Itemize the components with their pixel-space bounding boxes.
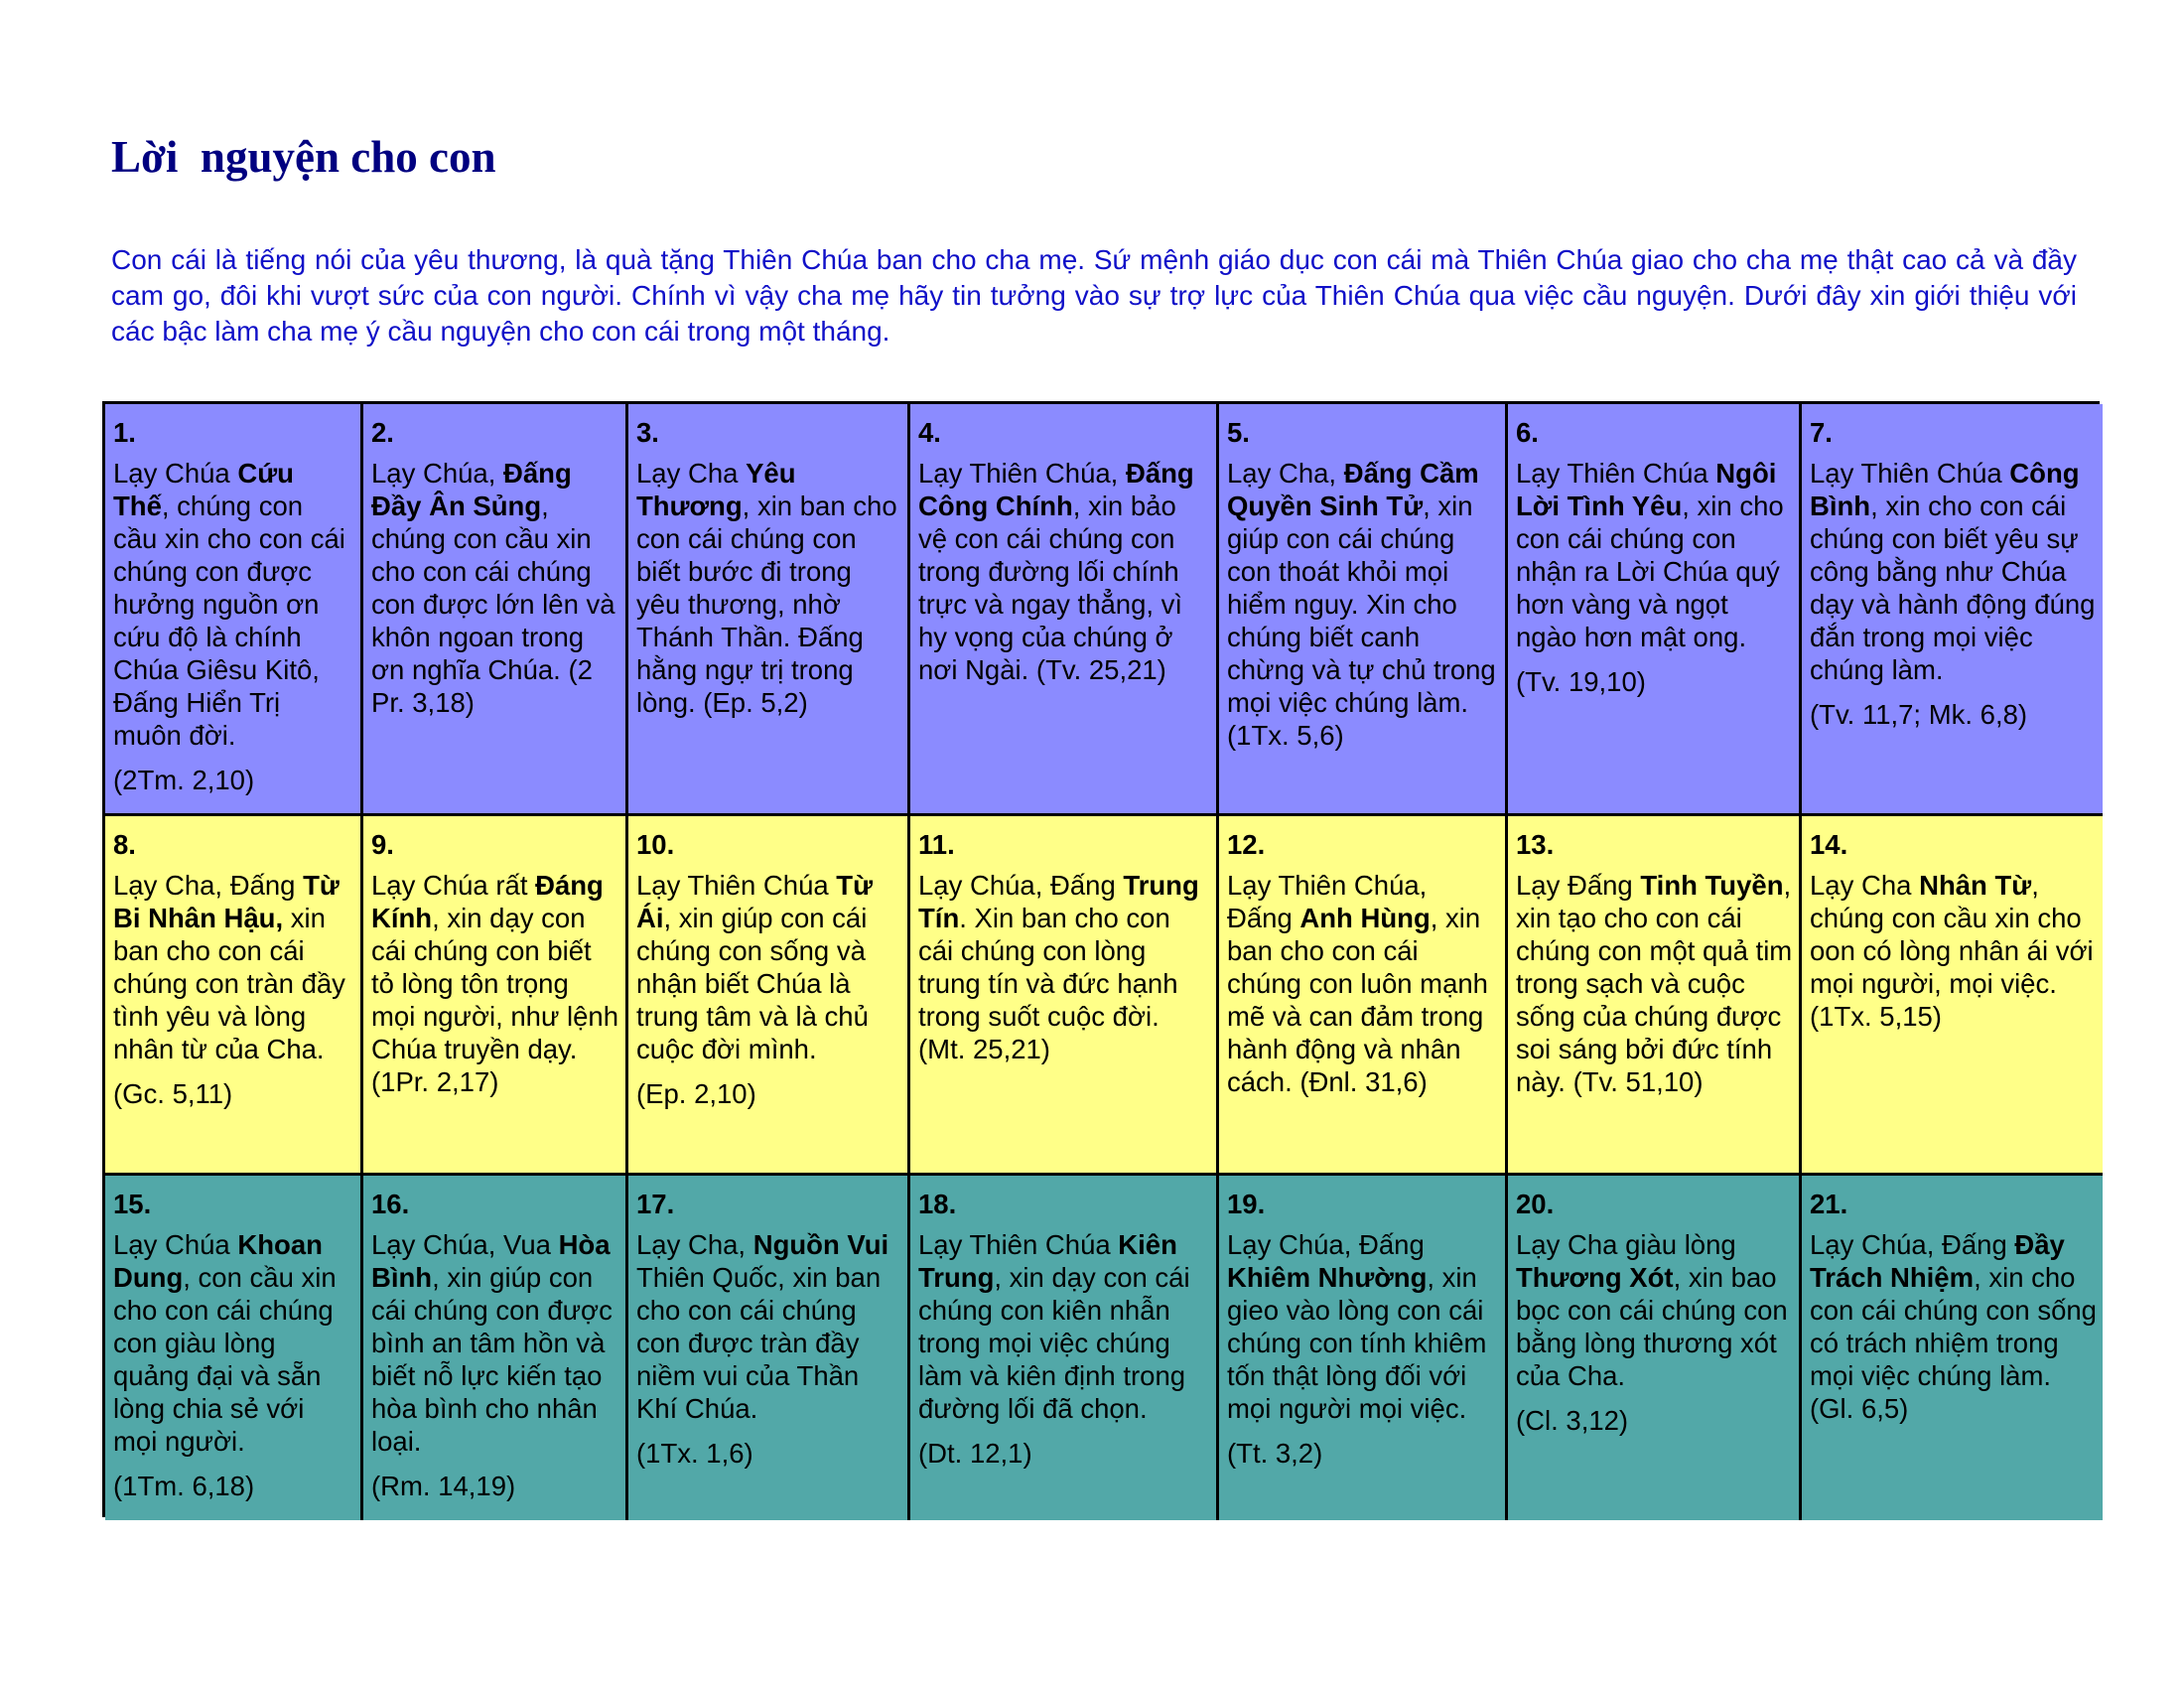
prayer-calendar-table — [102, 401, 2100, 1517]
prayer-text — [1227, 869, 1499, 1098]
prayer-text — [1516, 1228, 1793, 1392]
prayer-intro: Lạy Cha — [636, 458, 747, 489]
divine-title: Trung Tín — [918, 870, 1199, 933]
day-number: 4. — [918, 417, 941, 448]
scripture-reference: (Cl. 3,12) — [1516, 1405, 1629, 1436]
scripture-reference: (1Tx. 1,6) — [636, 1438, 753, 1469]
prayer-body: , xin cho con cái chúng con biết yêu sự công bằng như Chúa dạy và hành động đúng đắn trong mọi việc chúng làm. — [1810, 491, 2096, 685]
day-cell — [1802, 816, 2103, 1176]
prayer-intro: Lạy Chúa — [113, 458, 238, 489]
day-number: 17. — [636, 1189, 675, 1219]
day-number: 8. — [113, 829, 136, 860]
prayer-intro: Lạy Chúa, Đấng — [1227, 1229, 1425, 1260]
day-cell — [1802, 1176, 2103, 1520]
divine-title: Công Bình — [1810, 458, 2080, 521]
prayer-body: , xin ban cho con cái chúng con biết bước đi trong yêu thương, nhờ Thánh Thần. Đấng hằng ngự trị trong lòng. (Ep. 5,2) — [636, 491, 897, 718]
day-number: 1. — [113, 417, 136, 448]
prayer-text — [371, 1228, 619, 1458]
day-cell — [1508, 404, 1802, 816]
prayer-intro: Lạy Thiên Chúa, — [918, 458, 1126, 489]
day-number: 15. — [113, 1189, 152, 1219]
prayer-text — [113, 869, 354, 1065]
day-cell — [363, 1176, 628, 1520]
day-number: 16. — [371, 1189, 410, 1219]
scripture-reference: (Gc. 5,11) — [113, 1078, 233, 1109]
day-number: 18. — [918, 1189, 957, 1219]
scripture-reference: (Tt. 3,2) — [1227, 1438, 1323, 1469]
divine-title: Anh Hùng — [1299, 903, 1431, 933]
prayer-text — [1810, 457, 2097, 686]
day-cell — [1219, 1176, 1508, 1520]
day-number: 6. — [1516, 417, 1539, 448]
prayer-intro: Lạy Thiên Chúa — [918, 1229, 1119, 1260]
divine-title: Khoan Dung — [113, 1229, 323, 1293]
divine-title: Thương Xót — [1516, 1262, 1674, 1293]
day-number: 13. — [1516, 829, 1555, 860]
prayer-intro: Lạy Thiên Chúa, Đấng — [1227, 870, 1428, 933]
scripture-reference: (Tv. 19,10) — [1516, 666, 1646, 697]
divine-title: Khiêm Nhường — [1227, 1262, 1428, 1293]
day-cell — [628, 404, 910, 816]
day-number: 9. — [371, 829, 394, 860]
prayer-intro: Lạy Chúa, Vua — [371, 1229, 559, 1260]
divine-title: Nhân Từ — [1919, 870, 2032, 901]
divine-title: Đáng Kính — [371, 870, 604, 933]
prayer-intro: Lạy Cha, — [636, 1229, 753, 1260]
divine-title: Đấng Đầy Ân Sủng — [371, 458, 572, 521]
scripture-reference: (Dt. 12,1) — [918, 1438, 1032, 1469]
prayer-text — [918, 869, 1210, 1065]
prayer-body: , xin bao bọc con cái chúng con bằng lòng thương xót của Cha. — [1516, 1262, 1788, 1391]
divine-title: Ngôi Lời Tình Yêu — [1516, 458, 1777, 521]
prayer-body: , xin giúp con cái chúng con được bình an tâm hồn và biết nỗ lực kiến tạo hòa bình cho nhân loại. — [371, 1262, 613, 1457]
intro-paragraph: Con cái là tiếng nói của yêu thương, là quà tặng Thiên Chúa ban cho cha mẹ. Sứ mệnh giáo dục con cái mà Thiên Chúa giao cho cha mẹ thật cao cả và đầy cam go, đôi khi vượt sức của con người. Chính vì vậy cha mẹ hãy tin tưởng vào sự trợ lực của Thiên Chúa qua việc cầu nguyện. Dưới đây xin giới thiệu với các bậc làm cha mẹ ý cầu nguyện cho con cái trong một tháng. — [111, 244, 2077, 347]
divine-title: Hòa Bình — [371, 1229, 611, 1293]
prayer-intro: Lạy Chúa, — [371, 458, 504, 489]
divine-title: Từ Ái — [636, 870, 874, 933]
prayer-body: , xin bảo vệ con cái chúng con trong đường lối chính trực và ngay thẳng, vì hy vọng của chúng ở nơi Ngài. (Tv. 25,21) — [918, 491, 1183, 685]
prayer-body: . Xin ban cho con cái chúng con lòng trung tín và đức hạnh trong suốt cuộc đời. (Mt. 25,21) — [918, 903, 1178, 1064]
divine-title: Kiên Trung — [918, 1229, 1177, 1293]
day-number: 11. — [918, 829, 955, 860]
divine-title: Đầy Trách Nhiệm — [1810, 1229, 2065, 1293]
prayer-intro: Lạy Chúa rất — [371, 870, 536, 901]
day-number: 21. — [1810, 1189, 1848, 1219]
day-number: 14. — [1810, 829, 1848, 860]
prayer-body: , chúng con cầu xin cho oon có lòng nhân ái với mọi người, mọi việc. (1Tx. 5,15) — [1810, 870, 2094, 1032]
day-cell — [363, 816, 628, 1176]
prayer-text — [371, 869, 619, 1098]
prayer-body: , xin cho con cái chúng con sống có trách nhiệm trong mọi việc chúng làm. (Gl. 6,5) — [1810, 1262, 2097, 1424]
prayer-intro: Lạy Cha giàu lòng — [1516, 1229, 1736, 1260]
prayer-body: , con cầu xin cho con cái chúng con giàu lòng quảng đại và sẵn lòng chia sẻ với mọi người. — [113, 1262, 337, 1457]
day-cell — [1508, 1176, 1802, 1520]
divine-title: Từ Bi Nhân Hậu, — [113, 870, 340, 933]
prayer-text — [636, 457, 901, 719]
prayer-text — [1810, 869, 2097, 1033]
prayer-text — [1810, 1228, 2097, 1425]
prayer-intro: Lạy Chúa — [113, 1229, 238, 1260]
prayer-body: , xin cho con cái chúng con nhận ra Lời Chúa quý hơn vàng và ngọt ngào hơn mật ong. — [1516, 491, 1784, 652]
prayer-body: , xin tạo cho con cái chúng con một quả tim trong sạch và cuộc sống của chúng được soi sáng bởi đức tính này. (Tv. 51,10) — [1516, 870, 1793, 1097]
prayer-intro: Lạy Cha, Đấng — [113, 870, 304, 901]
prayer-text — [1227, 457, 1499, 752]
prayer-text — [371, 457, 619, 719]
day-cell — [910, 816, 1219, 1176]
day-number: 20. — [1516, 1189, 1555, 1219]
prayer-intro: Lạy Thiên Chúa — [636, 870, 837, 901]
prayer-text — [918, 457, 1210, 686]
prayer-intro: Lạy Thiên Chúa — [1516, 458, 1716, 489]
divine-title: Đấng Cầm Quyền Sinh Tử — [1227, 458, 1479, 521]
day-number: 7. — [1810, 417, 1833, 448]
prayer-intro: Lạy Đấng — [1516, 870, 1641, 901]
prayer-intro: Lạy Chúa, Đấng — [918, 870, 1124, 901]
day-cell — [910, 404, 1219, 816]
prayer-body: , chúng con cầu xin cho con cái chúng con được lớn lên và khôn ngoan trong ơn nghĩa Chúa. (2 Pr. 3,18) — [371, 491, 615, 718]
day-cell — [105, 1176, 363, 1520]
day-cell — [363, 404, 628, 816]
scripture-reference: (Rm. 14,19) — [371, 1471, 516, 1501]
prayer-text — [1516, 869, 1793, 1098]
day-cell — [1219, 816, 1508, 1176]
scripture-reference: (1Tm. 6,18) — [113, 1471, 255, 1501]
day-cell — [910, 1176, 1219, 1520]
prayer-text — [1516, 457, 1793, 653]
prayer-body: , xin ban cho con cái chúng con luôn mạnh mẽ và can đảm trong hành động và nhân cách. (Đnl. 31,6) — [1227, 903, 1488, 1097]
prayer-text — [918, 1228, 1210, 1425]
prayer-text — [1227, 1228, 1499, 1425]
prayer-body: xin ban cho con cái chúng con tràn đầy tình yêu và lòng nhân từ của Cha. — [113, 903, 345, 1064]
day-cell — [105, 816, 363, 1176]
day-cell — [1508, 816, 1802, 1176]
scripture-reference: (2Tm. 2,10) — [113, 765, 255, 795]
prayer-intro: Lạy Thiên Chúa — [1810, 458, 2010, 489]
day-cell — [1802, 404, 2103, 816]
prayer-body: , xin giúp con cái chúng con thoát khỏi mọi hiểm nguy. Xin cho chúng biết canh chừng và tự chủ trong mọi việc chúng làm. (1Tx. 5,6) — [1227, 491, 1496, 751]
day-cell — [105, 404, 363, 816]
day-number: 10. — [636, 829, 675, 860]
day-number: 19. — [1227, 1189, 1266, 1219]
divine-title: Yêu Thương — [636, 458, 796, 521]
day-cell — [628, 1176, 910, 1520]
day-number: 5. — [1227, 417, 1250, 448]
prayer-text — [113, 457, 354, 752]
divine-title: Đấng Công Chính — [918, 458, 1194, 521]
prayer-body: , xin gieo vào lòng con cái chúng con tính khiêm tốn thật lòng đối với mọi người mọi việc. — [1227, 1262, 1487, 1424]
prayer-body: , xin dạy con cái chúng con kiên nhẫn trong mọi việc chúng làm và kiên định trong đường lối đã chọn. — [918, 1262, 1190, 1424]
page-title: Lời nguyện cho con — [111, 132, 496, 182]
prayer-text — [636, 869, 901, 1065]
prayer-body: , chúng con cầu xin cho con cái chúng con được hưởng nguồn ơn cứu độ là chính Chúa Giêsu Kitô, Đấng Hiển Trị muôn đời. — [113, 491, 345, 751]
prayer-intro: Lạy Cha, — [1227, 458, 1344, 489]
day-number: 2. — [371, 417, 394, 448]
prayer-body: , xin giúp con cái chúng con sống và nhận biết Chúa là trung tâm và là chủ cuộc đời mình. — [636, 903, 869, 1064]
prayer-text — [113, 1228, 354, 1458]
divine-title: Tinh Tuyền — [1640, 870, 1784, 901]
prayer-intro: Lạy Cha — [1810, 870, 1920, 901]
day-number: 12. — [1227, 829, 1266, 860]
day-number: 3. — [636, 417, 659, 448]
day-cell — [1219, 404, 1508, 816]
scripture-reference: (Tv. 11,7; Mk. 6,8) — [1810, 699, 2028, 730]
prayer-text — [636, 1228, 901, 1425]
day-cell — [628, 816, 910, 1176]
prayer-body: , xin dạy con cái chúng con biết tỏ lòng tôn trọng mọi người, như lệnh Chúa truyền dạy. (1Pr. 2,17) — [371, 903, 619, 1097]
divine-title: Nguồn Vui — [752, 1229, 889, 1260]
divine-title: Cứu Thế — [113, 458, 294, 521]
prayer-intro: Lạy Chúa, Đấng — [1810, 1229, 2015, 1260]
scripture-reference: (Ep. 2,10) — [636, 1078, 756, 1109]
prayer-body: Thiên Quốc, xin ban cho con cái chúng con được tràn đầy niềm vui của Thần Khí Chúa. — [636, 1262, 882, 1424]
